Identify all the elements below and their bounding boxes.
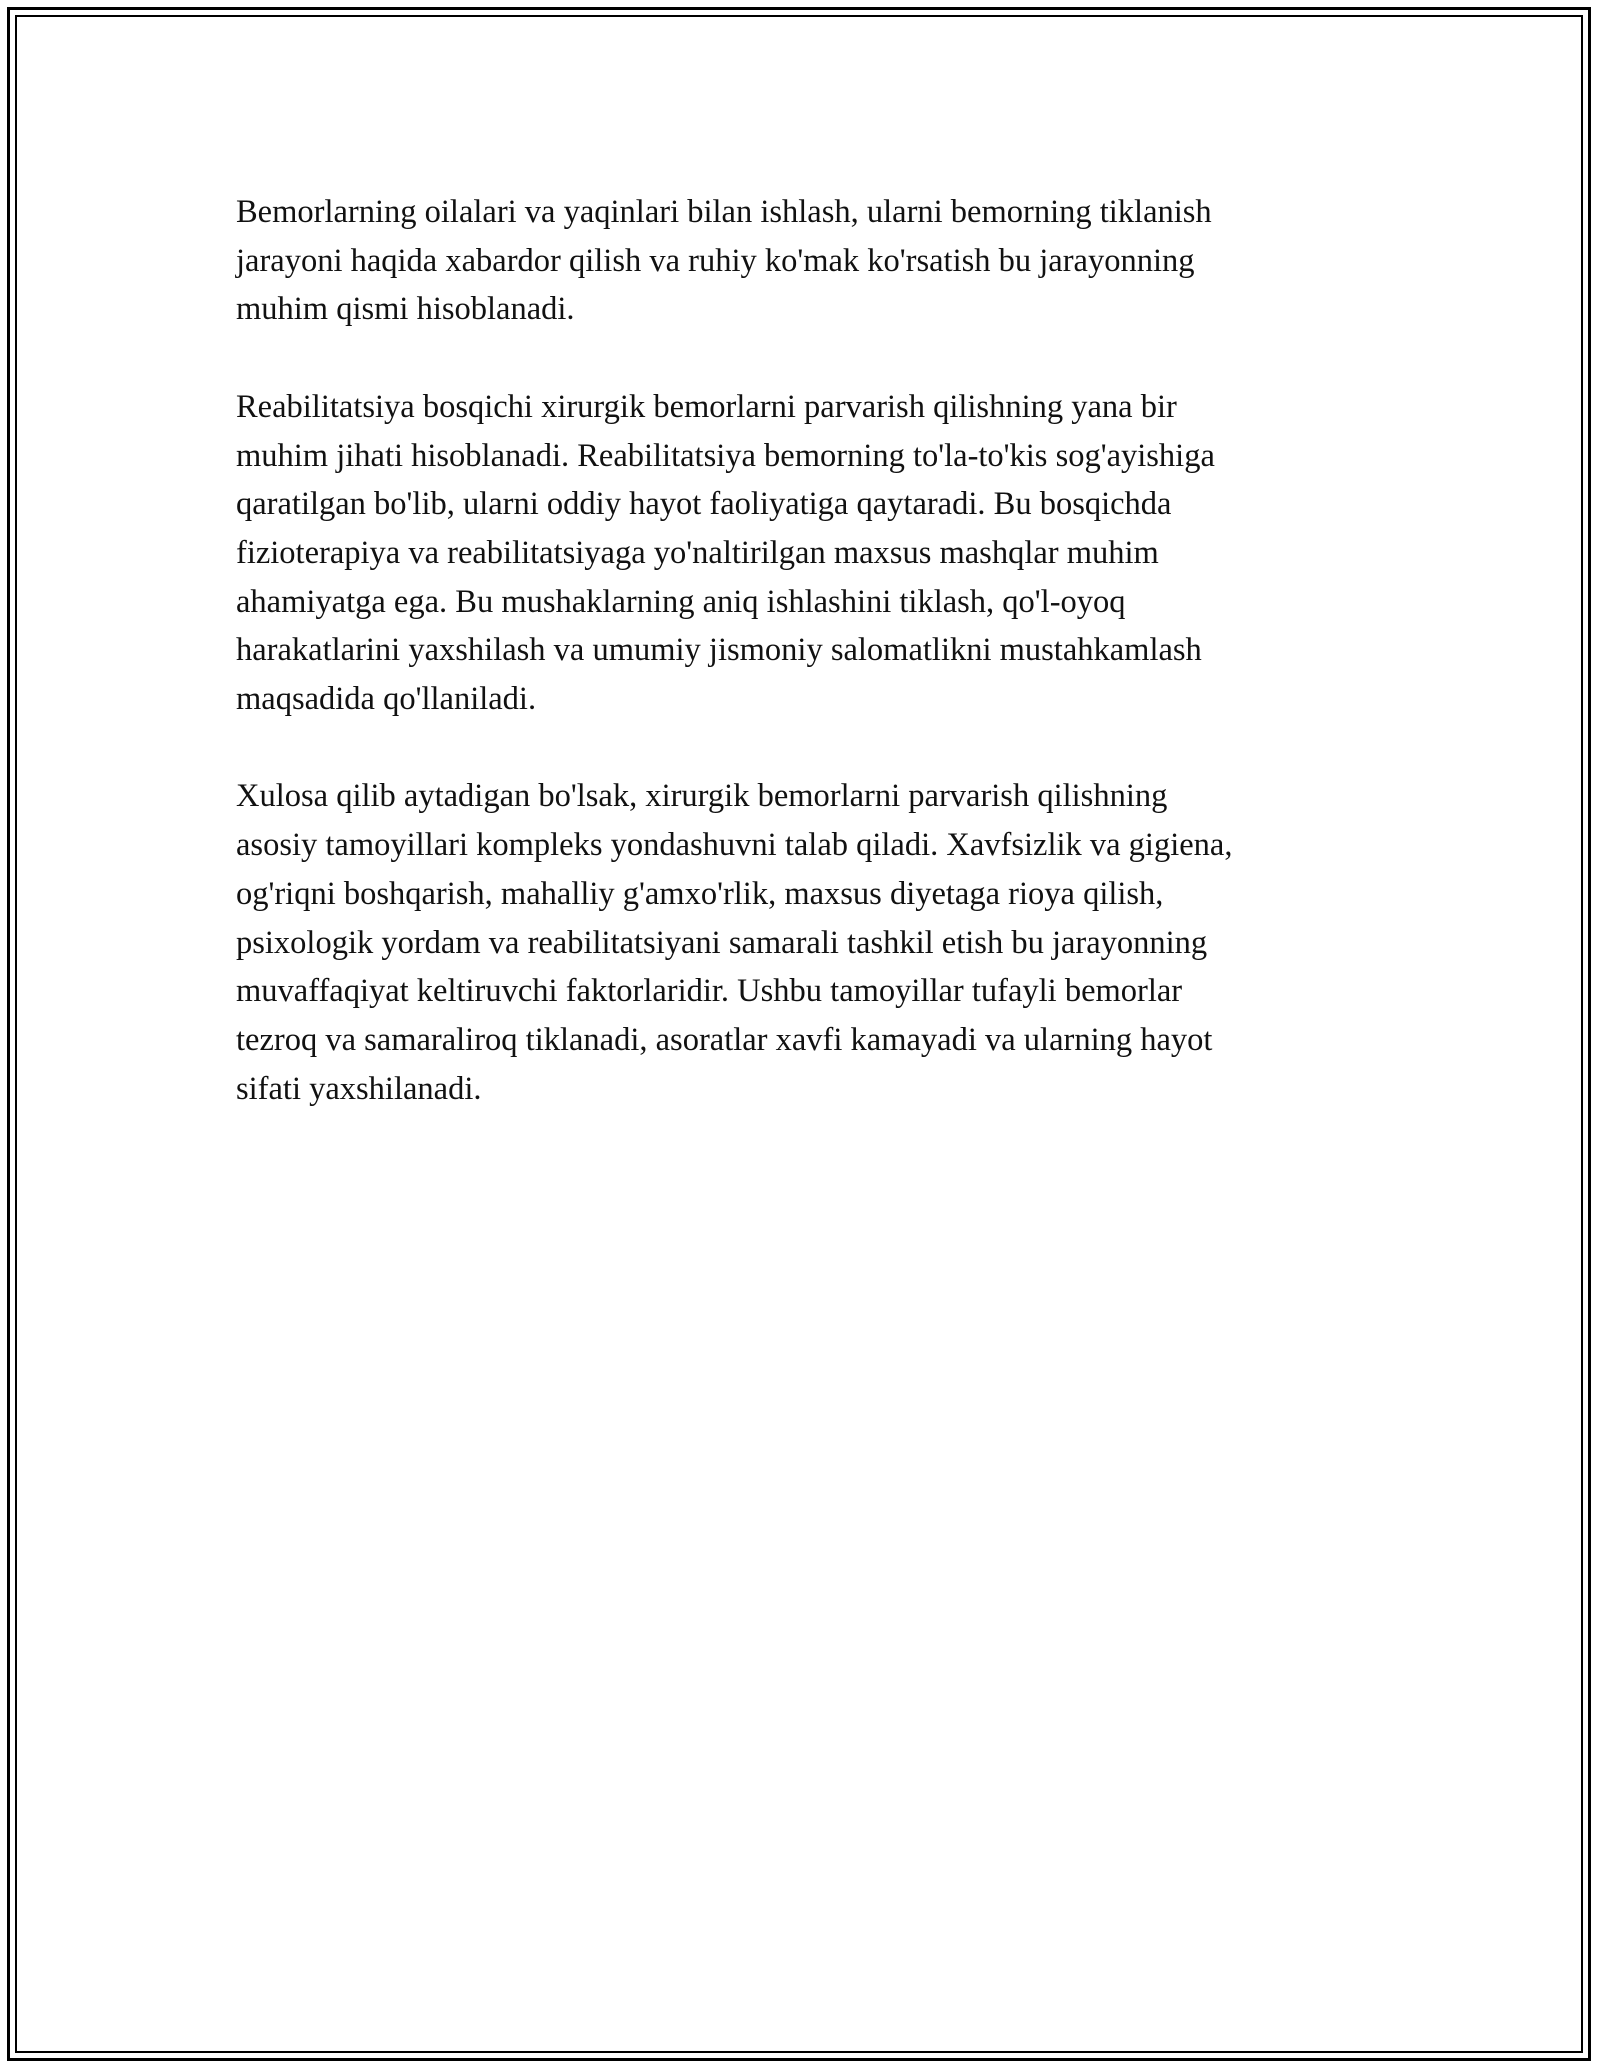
paragraph-rehabilitation: Reabilitatsiya bosqichi xirurgik bemorlarni parvarish qilishning yana bir muhim jihati hisoblanadi. Reabilitatsiya bemorning to'la-to'kis sog'ayishiga qaratilgan bo'lib, ularni oddiy hayot faoliyatiga qaytaradi. Bu bosqichda fizioterapiya va reabilitatsiyaga yo'naltirilgan maxsus mashqlar muhim ahamiyatga ega. Bu mushaklarning aniq ishlashini tiklash, qo'l-oyoq harakatlarini yaxshilash va umumiy jismoniy salomatlikni mustahkamlash maqsadida qo'llaniladi. bbox=[236, 388, 1215, 718]
document-body bbox=[236, 188, 1376, 1162]
paragraph-family-support: Bemorlarning oilalari va yaqinlari bilan ishlash, ularni bemorning tiklanish jarayoni haqida xabardor qilish va ruhiy ko'mak ko'rsatish bu jarayonning muhim qismi hisoblanadi. bbox=[236, 194, 1212, 328]
paragraph-conclusion: Xulosa qilib aytadigan bo'lsak, xirurgik bemorlarni parvarish qilishning asosiy tamoyillari kompleks yondashuvni talab qiladi. Xavfsizlik va gigiena, og'riqni boshqarish, mahalliy g'amxo'rlik, maxsus diyetaga rioya qilish, psixologik yordam va reabilitatsiyani samarali tashkil etish bu jarayonning muvaffaqiyat keltiruvchi faktorlaridir. Ushbu tamoyillar tufayli bemorlar tezroq va samaraliroq tiklanadi, asoratlar xavfi kamayadi va ularning hayot sifati yaxshilanadi. bbox=[236, 778, 1233, 1107]
